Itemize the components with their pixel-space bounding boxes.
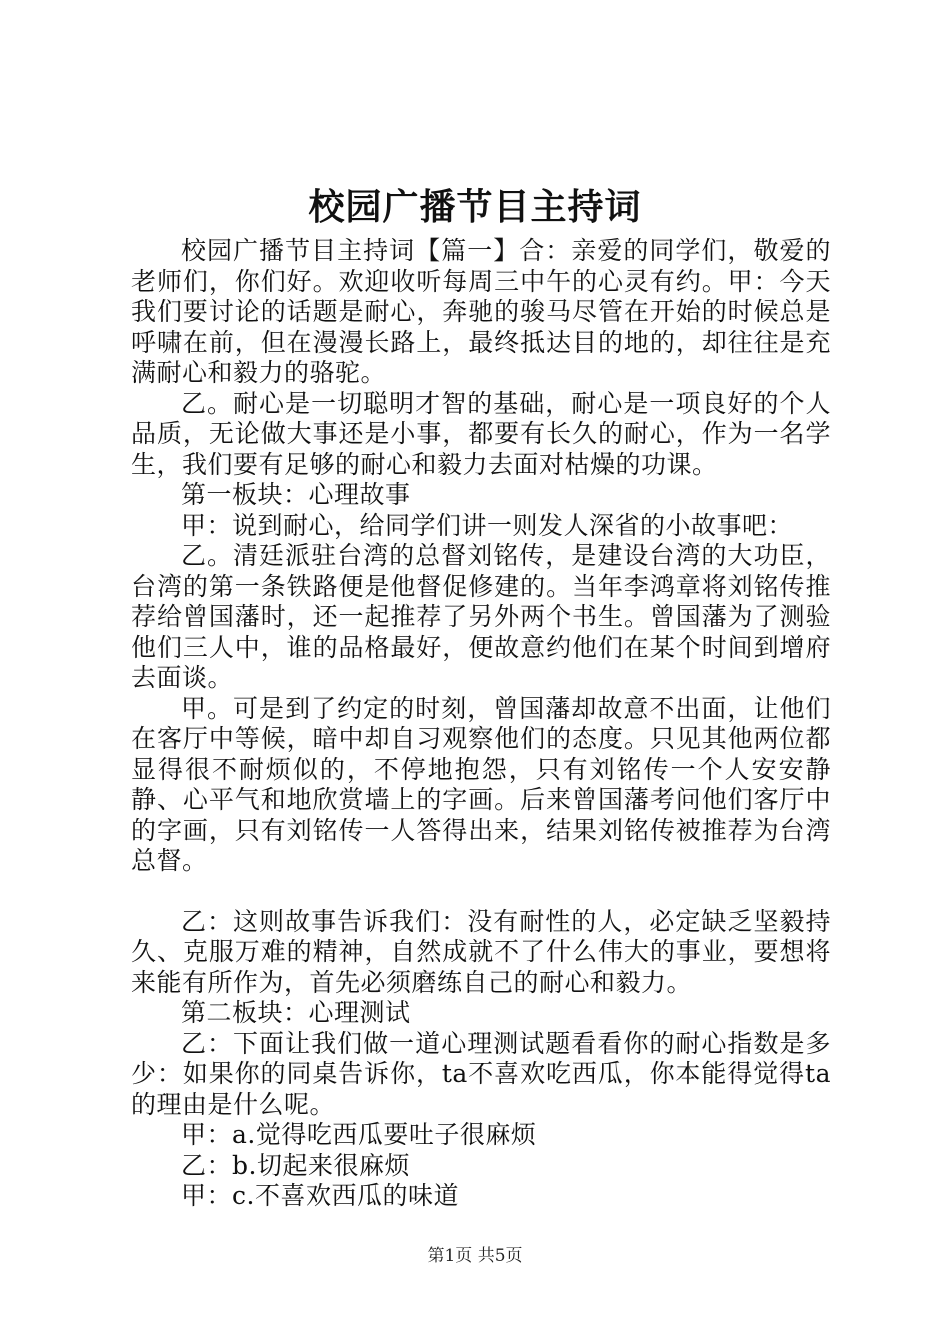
option-line: 乙：b.切起来很麻烦 — [181, 1150, 410, 1180]
document-body — [131, 236, 831, 1212]
paragraph: 校园广播节目主持词【篇一】合：亲爱的同学们，敬爱的老师们，你们好。欢迎收听每周三中午的心灵有约。甲：今天我们要讨论的话题是耐心，奔驰的骏马尽管在开始的时候总是呼啸在前，但在漫漫长路上，最终抵达目的地的，却往往是充满耐心和毅力的骆驼。 — [131, 236, 831, 387]
option-line: 甲：c.不喜欢西瓜的味道 — [181, 1181, 459, 1210]
paragraph: 乙：下面让我们做一道心理测试题看看你的耐心指数是多少：如果你的同桌告诉你，ta不喜欢吃西瓜，你本能得觉得ta的理由是什么呢。 — [131, 1028, 831, 1119]
paragraph: 乙。清廷派驻台湾的总督刘铭传，是建设台湾的大功臣，台湾的第一条铁路便是他督促修建的。当年李鸿章将刘铭传推荐给曾国藩时，还一起推荐了另外两个书生。曾国藩为了测验他们三人中，谁的品格最好，便故意约他们在某个时间到增府去面谈。 — [131, 541, 831, 692]
paragraph: 乙：这则故事告诉我们：没有耐性的人，必定缺乏坚毅持久、克服万难的精神，自然成就不了什么伟大的事业，要想将来能有所作为，首先必须磨练自己的耐心和毅力。 — [131, 906, 831, 997]
section-heading: 第二板块：心理测试 — [181, 998, 411, 1027]
option-line: 甲：a.觉得吃西瓜要吐子很麻烦 — [181, 1120, 537, 1149]
section-heading: 第一板块：心理故事 — [181, 480, 411, 509]
paragraph: 甲。可是到了约定的时刻，曾国藩却故意不出面，让他们在客厅中等候，暗中却自习观察他们的态度。只见其他两位都显得很不耐烦似的，不停地抱怨，只有刘铭传一个人安安静静、心平气和地欣赏墙上的字画。后来曾国藩考问他们客厅中的字画，只有刘铭传一人答得出来，结果刘铭传被推荐为台湾总督。 — [131, 693, 831, 875]
paragraph: 甲：说到耐心，给同学们讲一则发人深省的小故事吧： — [181, 510, 794, 540]
paragraph: 乙。耐心是一切聪明才智的基础，耐心是一项良好的个人品质，无论做大事还是小事，都要有长久的耐心，作为一名学生，我们要有足够的耐心和毅力去面对枯燥的功课。 — [131, 388, 831, 479]
page-number: 第1页 共5页 — [427, 1246, 523, 1266]
document-title: 校园广播节目主持词 — [308, 186, 642, 228]
